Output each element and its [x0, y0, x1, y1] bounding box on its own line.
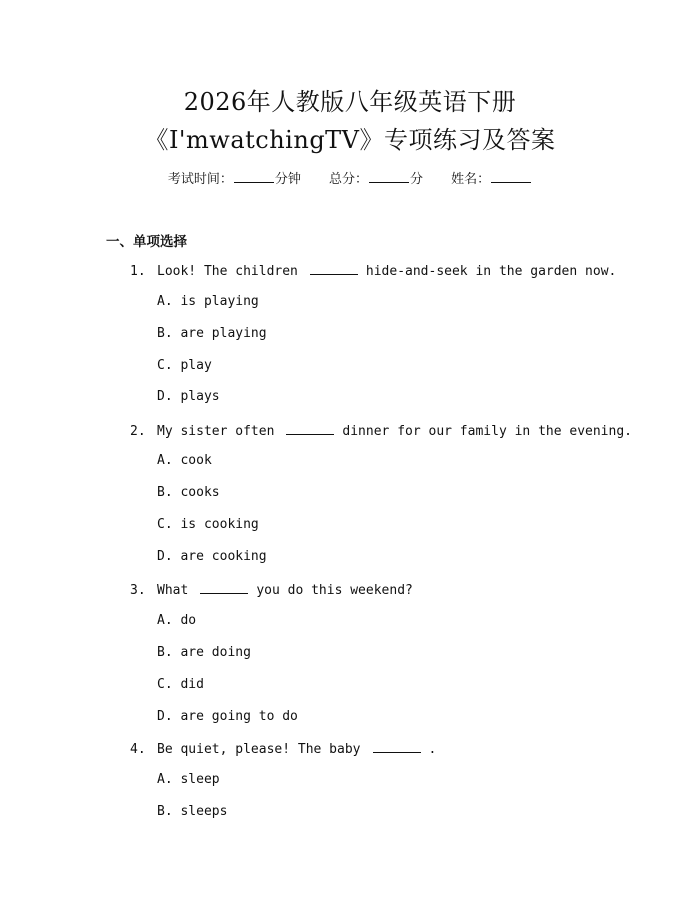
exam-info-line — [0, 168, 700, 187]
question-1-option-b: B. are playing — [157, 326, 267, 341]
question-2-option-a: A. cook — [157, 453, 212, 468]
question-1-option-a: A. is playing — [157, 294, 259, 309]
question-2 — [130, 422, 632, 439]
question-text-before: My sister often — [157, 424, 275, 439]
question-number: 2. — [130, 424, 146, 439]
question-1-option-c: C. play — [157, 358, 212, 373]
exam-time-field — [168, 168, 301, 187]
question-3-option-a: A. do — [157, 613, 197, 628]
section-title: 一、单项选择 — [106, 234, 187, 250]
total-score-unit: 分 — [410, 172, 424, 187]
question-1-option-d: D. plays — [157, 389, 220, 404]
student-name-blank — [491, 171, 531, 183]
question-number: 1. — [130, 264, 146, 279]
exam-time-unit: 分钟 — [274, 172, 301, 187]
question-text-after: you do this weekend? — [256, 583, 413, 598]
total-score-field — [329, 168, 423, 187]
question-2-option-d: D. are cooking — [157, 549, 267, 564]
question-3-option-d: D. are going to do — [157, 709, 298, 724]
question-2-option-c: C. is cooking — [157, 517, 259, 532]
exam-time-blank — [234, 171, 274, 183]
student-name-label: 姓名： — [451, 172, 491, 187]
question-number: 3. — [130, 583, 146, 598]
question-4-option-b: B. sleeps — [157, 804, 228, 819]
question-4-option-a: A. sleep — [157, 772, 220, 787]
question-text-before: What — [157, 583, 189, 598]
student-name-field — [451, 168, 532, 187]
question-1 — [130, 262, 616, 279]
answer-blank — [373, 740, 421, 753]
question-2-option-b: B. cooks — [157, 485, 220, 500]
question-3 — [130, 581, 413, 598]
answer-blank — [200, 581, 248, 594]
question-3-option-b: B. are doing — [157, 645, 251, 660]
document-title-line-1: 2026年人教版八年级英语下册 — [183, 88, 517, 116]
total-score-blank — [369, 171, 409, 183]
question-text-after: hide-and-seek in the garden now. — [365, 264, 617, 279]
question-text-before: Look! The children — [157, 264, 298, 279]
total-score-label: 总分： — [328, 172, 368, 187]
question-text-after: dinner for our family in the evening. — [342, 424, 632, 439]
question-3-option-c: C. did — [157, 677, 204, 692]
question-text-after: . — [428, 742, 437, 757]
answer-blank — [286, 422, 334, 435]
question-4 — [130, 740, 436, 757]
question-number: 4. — [130, 742, 146, 757]
exam-time-label: 考试时间： — [167, 172, 233, 187]
question-text-before: Be quiet, please! The baby — [157, 742, 361, 757]
answer-blank — [310, 262, 358, 275]
document-title-line-2: 《I'mwatchingTV》专项练习及答案 — [144, 126, 556, 154]
